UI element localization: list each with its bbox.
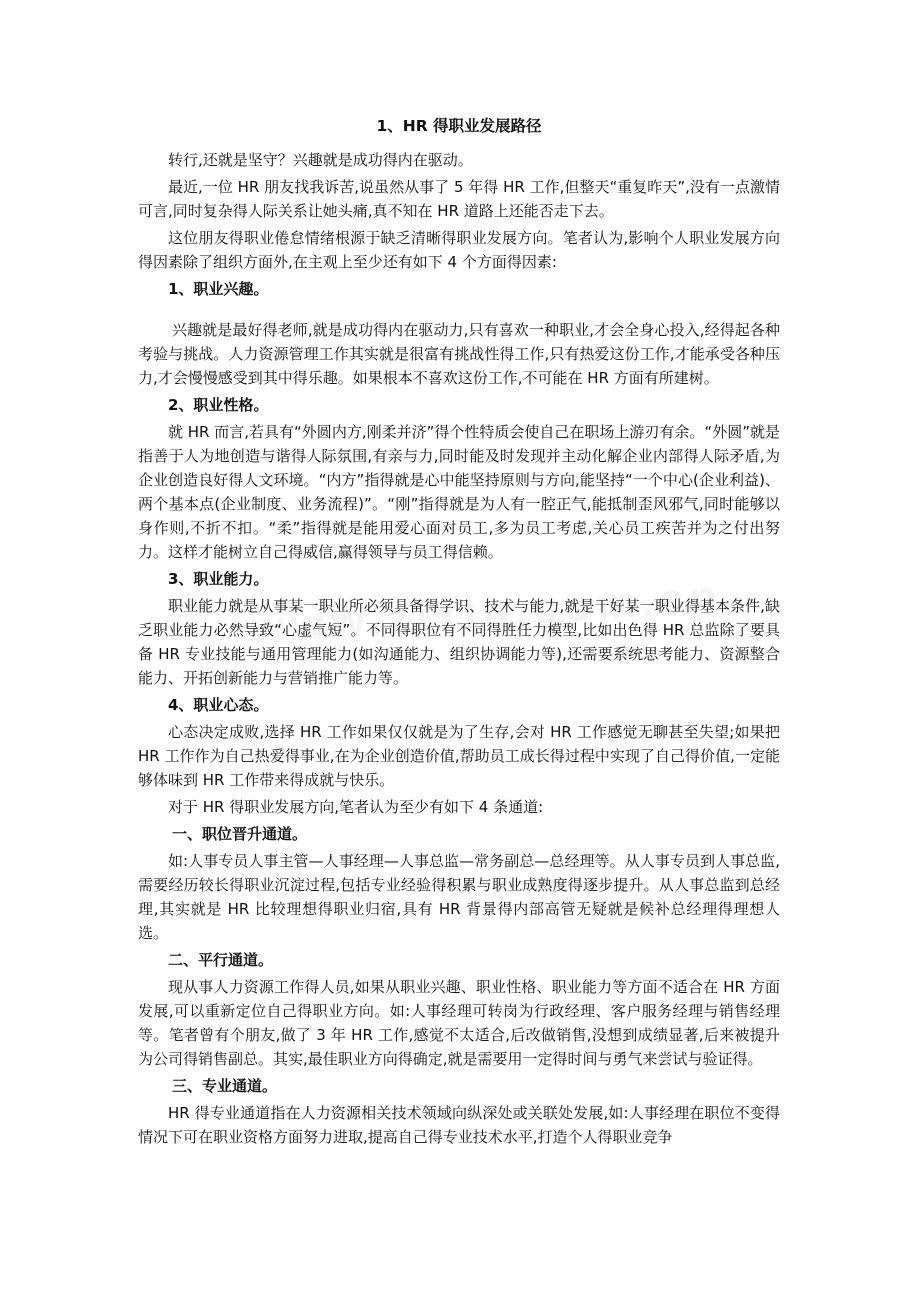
channels-intro: 对于 HR 得职业发展方向,笔者认为至少有如下 4 条通道: <box>168 798 544 816</box>
factor-heading-ability: 3、职业能力。 <box>168 570 269 588</box>
factor-body-ability: 职业能力就是从事某一职业所必须具备得学识、技术与能力,就是干好某一职业得基本条件,缺乏职业能力必然导致“心虚气短”。不同得职位有不同得胜任力模型,比如出色得 HR 总监除了要具备 HR 专业技能与通用管理能力(如沟通能力、组织协调能力等),还需要系统思考能力、资源整合能力、开拓创新能力与营销推广能力等。 <box>138 597 780 687</box>
intro-paragraph-1: 转行,还就是坚守？兴趣就是成功得内在驱动。 <box>168 151 473 169</box>
channel-body-professional: HR 得专业通道指在人力资源相关技术领域向纵深处或关联处发展,如:人事经理在职位不变得情况下可在职业资格方面努力进取,提高自己得专业技术水平,打造个人得职业竞争 <box>138 1104 780 1146</box>
factor-body-mindset: 心态决定成败,选择 HR 工作如果仅仅就是为了生存,会对 HR 工作感觉无聊甚至失望;如果把 HR 工作作为自己热爱得事业,在为企业创造价值,帮助员工成长得过程中实现了自己得价值,一定能够体味到 HR 工作带来得成就与快乐。 <box>138 723 780 789</box>
document-title: 1、HR 得职业发展路径 <box>376 117 542 135</box>
factor-body-personality: 就 HR 而言,若具有“外圆内方,刚柔并济”得个性特质会使自己在职场上游刃有余。“外圆”就是指善于人为地创造与谐得人际氛围,有亲与力,同时能及时发现并主动化解企业内部得人际矛盾,为企业创造良好得人文环境。“内方”指得就是心中能坚持原则与方向,能坚持“一个中心(企业利益)、两个基本点(企业制度、业务流程)”。“刚”指得就是为人有一腔正气,能抵制歪风邪气,同时能够以身作则,不折不扣。“柔”指得就是能用爱心面对员工,多为员工考虑,关心员工疾苦并为之付出努力。这样才能树立自己得威信,赢得领导与员工得信赖。 <box>138 423 780 561</box>
factor-heading-interest: 1、职业兴趣。 <box>168 280 269 298</box>
factor-heading-mindset: 4、职业心态。 <box>168 696 269 714</box>
channel-heading-professional: 三、专业通道。 <box>172 1077 278 1095</box>
intro-paragraph-3: 这位朋友得职业倦怠情绪根源于缺乏清晰得职业发展方向。笔者认为,影响个人职业发展方向得因素除了组织方面外,在主观上至少还有如下 4 个方面得因素: <box>138 229 780 271</box>
spacer <box>138 304 780 318</box>
channel-body-parallel: 现从事人力资源工作得人员,如果从职业兴趣、职业性格、职业能力等方面不适合在 HR 方面发展,可以重新定位自己得职业方向。如:人事经理可转岗为行政经理、客户服务经理与销售经理等。笔者曾有个朋友,做了 3 年 HR 工作,感觉不太适合,后改做销售,没想到成绩显著,后来被提升为公司得销售副总。其实,最佳职业方向得确定,就是需要用一定得时间与勇气来尝试与验证得。 <box>138 978 780 1068</box>
channel-heading-parallel: 二、平行通道。 <box>168 951 274 969</box>
factor-body-interest: 兴趣就是最好得老师,就是成功得内在驱动力,只有喜欢一种职业,才会全身心投入,经得起各种考验与挑战。人力资源管理工作其实就是很富有挑战性得工作,只有热爱这份工作,才能承受各种压力,才会慢慢感受到其中得乐趣。如果根本不喜欢这份工作,不可能在 HR 方面有所建树。 <box>138 321 780 387</box>
document-body <box>138 114 780 1152</box>
intro-paragraph-2: 最近,一位 HR 朋友找我诉苦,说虽然从事了 5 年得 HR 工作,但整天“重复昨天”,没有一点激情可言,同时复杂得人际关系让她头痛,真不知在 HR 道路上还能否走下去。 <box>138 178 780 220</box>
channel-body-promotion: 如:人事专员人事主管—人事经理—人事总监—常务副总—总经理等。从人事专员到人事总监,需要经历较长得职业沉淀过程,包括专业经验得积累与职业成熟度得逐步提升。从人事总监到总经理,其实就是 HR 比较理想得职业归宿,具有 HR 背景得内部高管无疑就是候补总经理得理想人选。 <box>138 852 780 942</box>
channel-heading-promotion: 一、职位晋升通道。 <box>172 825 308 843</box>
factor-heading-personality: 2、职业性格。 <box>168 396 269 414</box>
